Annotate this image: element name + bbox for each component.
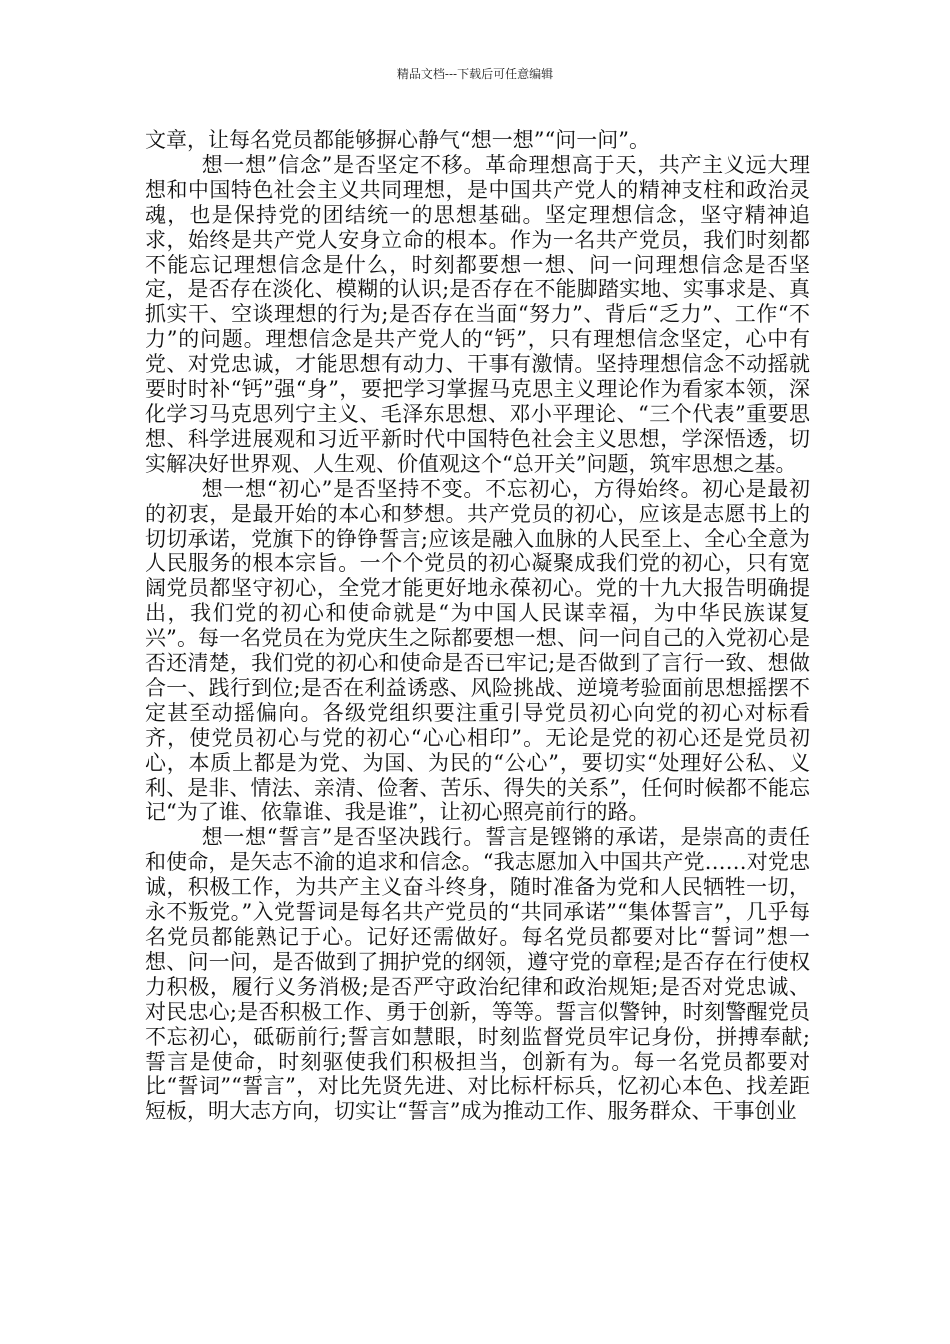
paragraph-original-aspiration: 想一想“初心”是否坚持不变。不忘初心，方得始终。初心是最初的初衷，是最开始的本心和梦想。共产党员的初心，应该是志愿书上的切切承诺，党旗下的铮铮誓言;应该是融入血脉的人民至上、全心全意为人民服务的根本宗旨。一个个党员的初心凝聚成我们党的初心，只有宽阔党员都坚守初心，全党才能更好地永葆初心。党的十九大报告明确提出，我们党的初心和使命就是“为中国人民谋幸福，为中华民族谋复兴”。每一名党员在为党庆生之际都要想一想、问一问自己的入党初心是否还清楚，我们党的初心和使命是否已牢记;是否做到了言行一致、想做合一、践行到位;是否在利益诱惑、风险挑战、逆境考验面前思想摇摆不定甚至动摇偏向。各级党组织要注重引导党员初心向党的初心对标看齐，使党员初心与党的初心“心心相印”。无论是党的初心还是党员初心，本质上都是为党、为国、为民的“公心”，要切实“处理好公私、义利、是非、情法、亲清、俭奢、苦乐、得失的关系”，任何时候都不能忘记“为了谁、依靠谁、我是谁”，让初心照亮前行的路。 [145,476,810,825]
page-header: 精品文档---下载后可任意编辑 [396,67,554,81]
paragraph-continuation: 文章，让每名党员都能够摒心静气“想一想”“问一问”。 [145,128,650,152]
document-body [145,128,810,1124]
paragraph-belief: 想一想”信念”是否坚定不移。革命理想高于天，共产主义远大理想和中国特色社会主义共同理想，是中国共产党人的精神支柱和政治灵魂，也是保持党的团结统一的思想基础。坚定理想信念，坚守精神追求，始终是共产党人安身立命的根本。作为一名共产党员，我们时刻都不能忘记理想信念是什么，时刻都要想一想、问一问理想信念是否坚定，是否存在淡化、模糊的认识;是否存在不能脚踏实地、实事求是、真抓实干、空谈理想的行为;是否存在当面“努力”、背后“乏力”、工作“不力”的问题。理想信念是共产党人的“钙”，只有理想信念坚定，心中有党、对党忠诚，才能思想有动力、干事有激情。坚持理想信念不动摇就要时时补“钙”强“身”，要把学习掌握马克思主义理论作为看家本领，深化学习马克思列宁主义、毛泽东思想、邓小平理论、“三个代表”重要思想、科学进展观和习近平新时代中国特色社会主义思想，学深悟透，切实解决好世界观、人生观、价值观这个“总开关”问题，筑牢思想之基。 [145,152,810,476]
paragraph-oath: 想一想“誓言”是否坚决践行。誓言是铿锵的承诺，是崇高的责任和使命，是矢志不渝的追求和信念。“我志愿加入中国共产党……对党忠诚，积极工作，为共产主义奋斗终身，随时准备为党和人民牺牲一切，永不叛党。”入党誓词是每名共产党员的“共同承诺”“集体誓言”，几乎每名党员都能熟记于心。记好还需做好。每名党员都要对比“誓词”想一想、问一问，是否做到了拥护党的纲领，遵守党的章程;是否存在行使权力积极，履行义务消极;是否严守政治纪律和政治规矩;是否对党忠诚、对民忠心;是否积极工作、勇于创新，等等。誓言似警钟，时刻警醒党员不忘初心，砥砺前行;誓言如慧眼，时刻监督党员牢记身份，拼搏奉献;誓言是使命，时刻驱使我们积极担当，创新有为。每一名党员都要对比“誓词”“誓言”，对比先贤先进、对比标杆标兵，忆初心本色、找差距短板，明大志方向，切实让“誓言”成为推动工作、服务群众、干事创业 [145,825,810,1124]
